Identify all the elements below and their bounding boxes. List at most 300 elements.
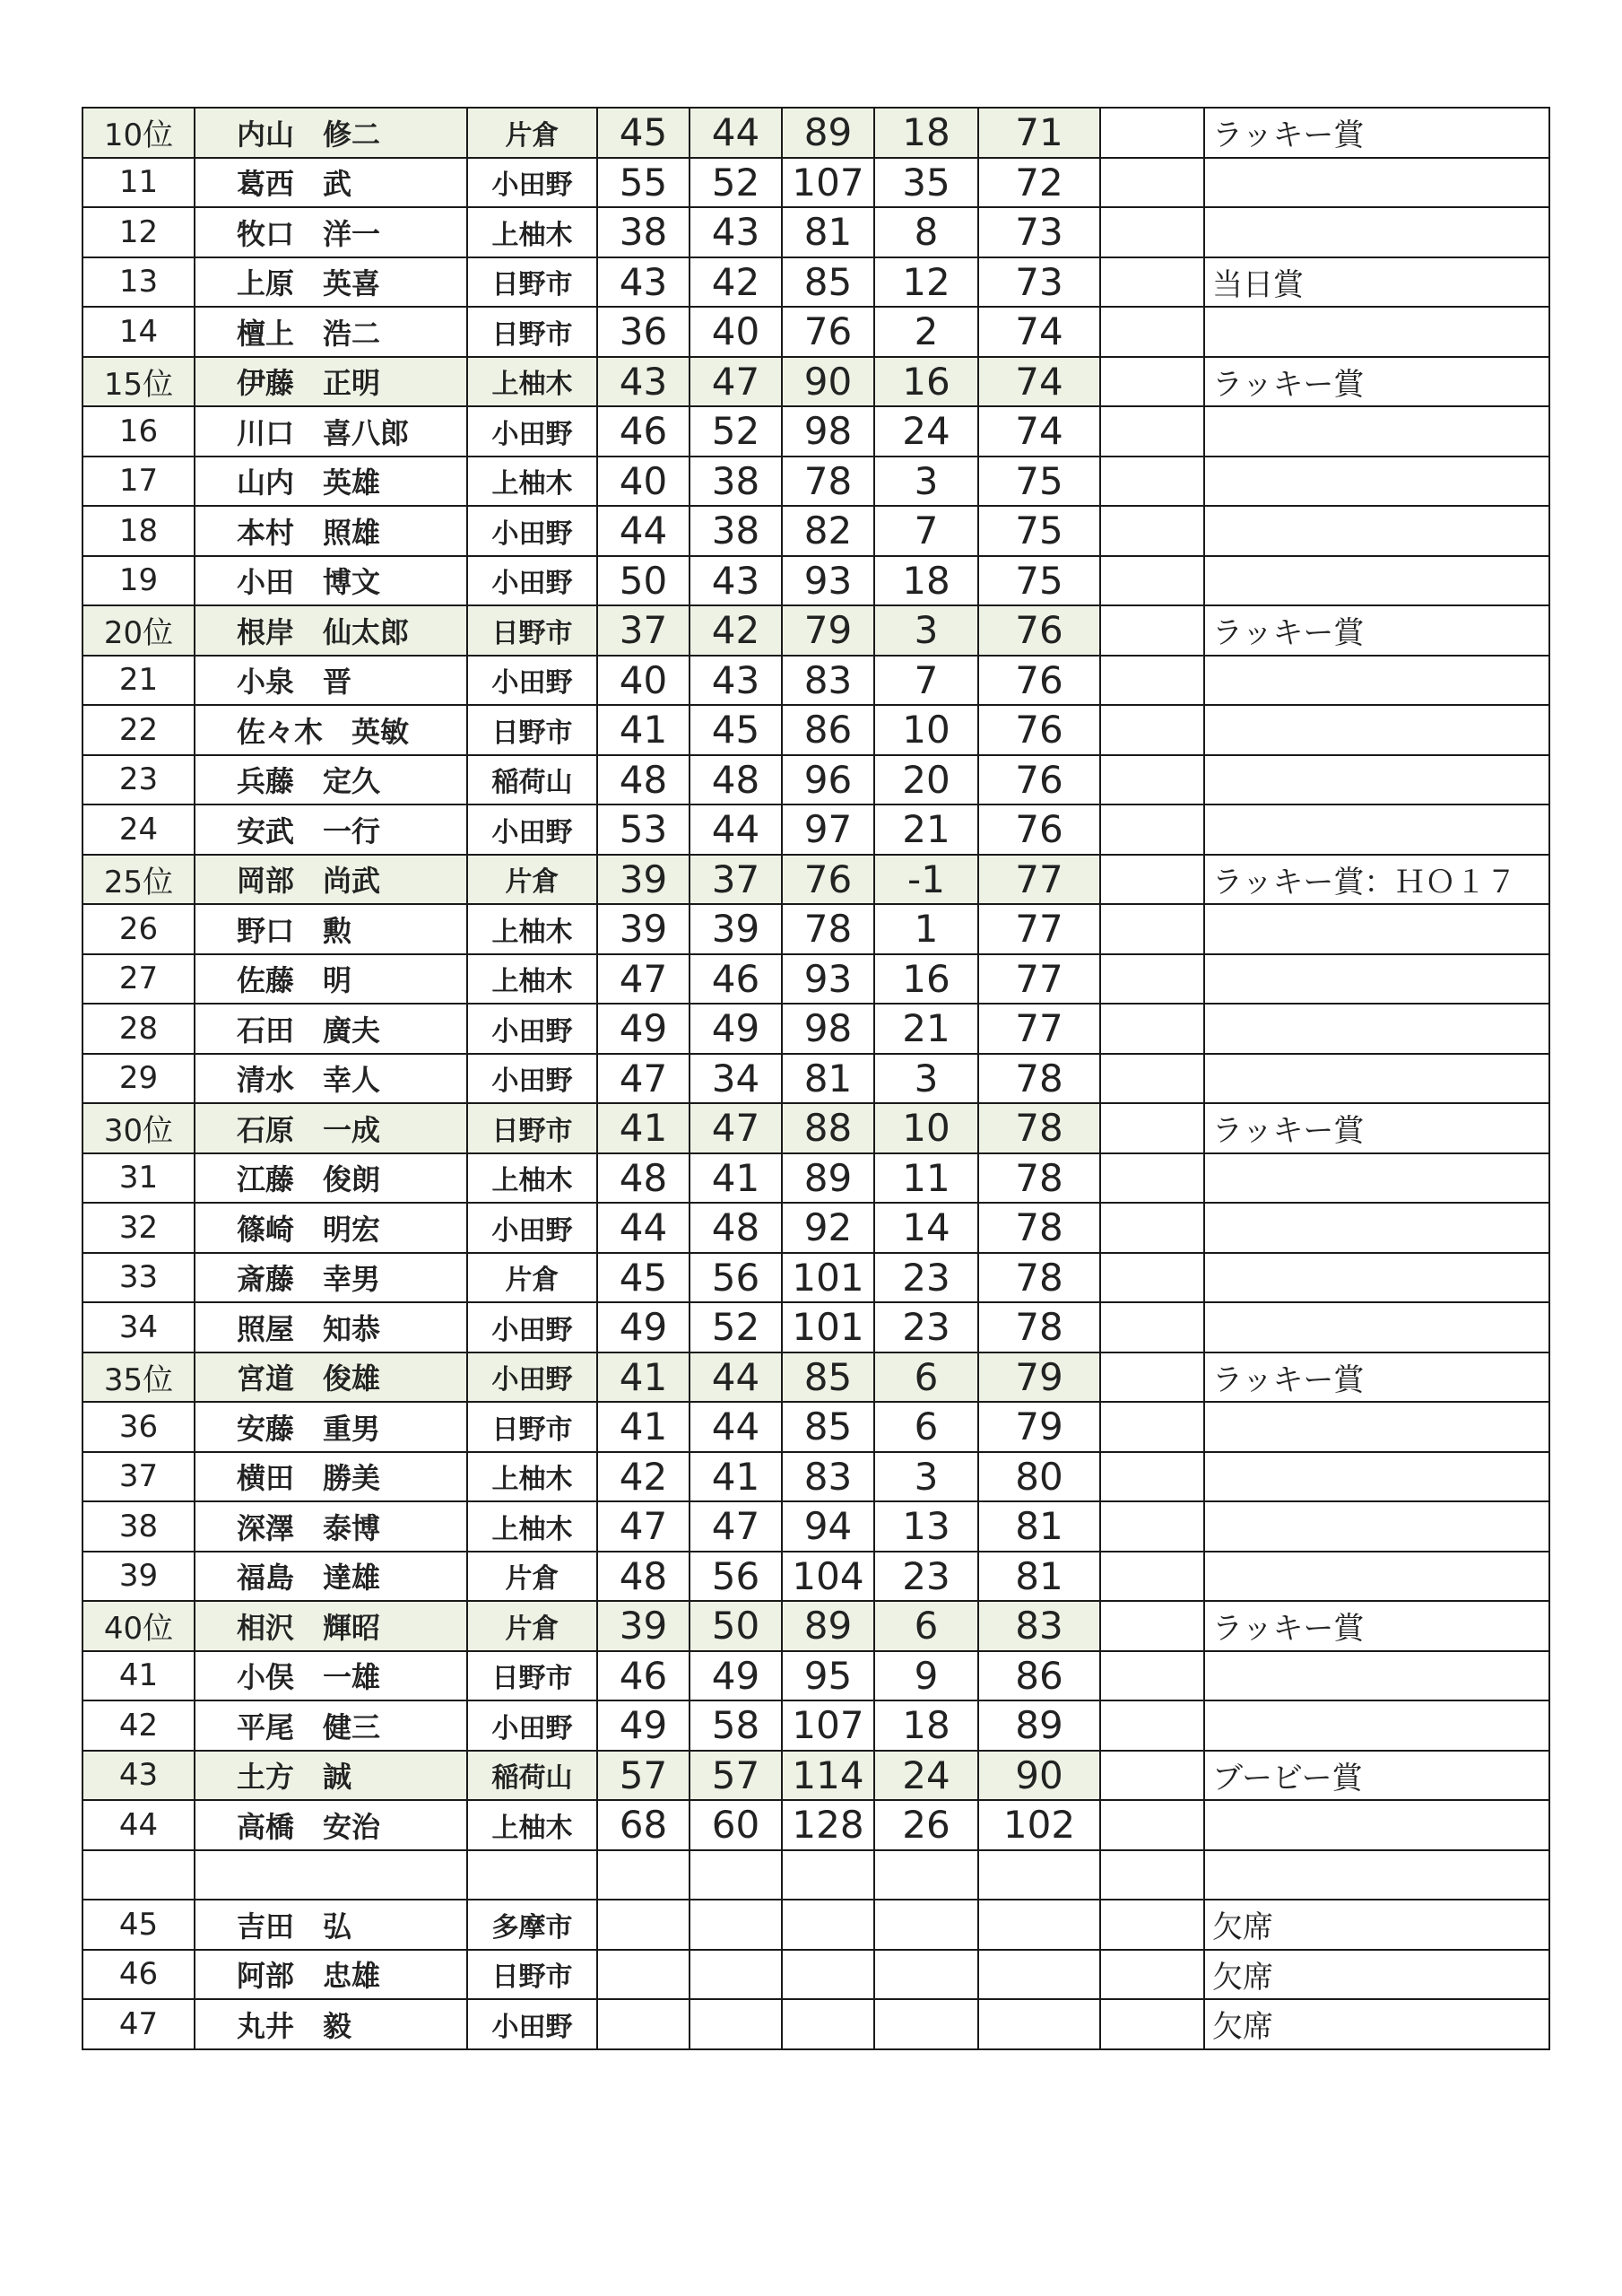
empty-cell bbox=[1100, 357, 1204, 407]
empty-cell bbox=[1100, 1153, 1204, 1204]
out-score-cell: 47 bbox=[597, 1501, 690, 1552]
net-score-cell: 79 bbox=[978, 1352, 1100, 1403]
out-score-cell: 48 bbox=[597, 1552, 690, 1602]
club-cell: 小田野 bbox=[467, 1302, 597, 1352]
table-row bbox=[82, 357, 1549, 407]
player-name-cell bbox=[195, 1850, 467, 1900]
note-cell bbox=[1204, 1402, 1549, 1452]
empty-cell bbox=[1100, 1950, 1204, 2000]
note-cell bbox=[1204, 506, 1549, 556]
out-score-cell: 38 bbox=[597, 207, 690, 257]
handicap-cell bbox=[874, 1900, 978, 1950]
player-name-cell: 牧口 洋一 bbox=[195, 207, 467, 257]
net-score-cell: 73 bbox=[978, 207, 1100, 257]
player-name-cell: 安藤 重男 bbox=[195, 1402, 467, 1452]
in-score-cell: 49 bbox=[690, 1004, 782, 1054]
club-cell bbox=[467, 1850, 597, 1900]
rank-cell: 41 bbox=[82, 1651, 195, 1701]
empty-cell bbox=[1100, 457, 1204, 507]
handicap-cell: 13 bbox=[874, 1501, 978, 1552]
note-cell: ラッキー賞 bbox=[1204, 1601, 1549, 1651]
player-name-cell: 小田 博文 bbox=[195, 556, 467, 606]
rank-cell: 26 bbox=[82, 904, 195, 954]
note-cell: ラッキー賞 bbox=[1204, 605, 1549, 656]
gross-score-cell: 97 bbox=[782, 804, 874, 855]
gross-score-cell: 107 bbox=[782, 1700, 874, 1751]
out-score-cell: 57 bbox=[597, 1751, 690, 1801]
gross-score-cell: 89 bbox=[782, 1153, 874, 1204]
net-score-cell bbox=[978, 1999, 1100, 2049]
in-score-cell: 47 bbox=[690, 1501, 782, 1552]
rank-cell: 19 bbox=[82, 556, 195, 606]
net-score-cell bbox=[978, 1950, 1100, 2000]
net-score-cell: 78 bbox=[978, 1103, 1100, 1153]
club-cell: 片倉 bbox=[467, 1552, 597, 1602]
in-score-cell: 56 bbox=[690, 1552, 782, 1602]
in-score-cell: 52 bbox=[690, 158, 782, 208]
gross-score-cell bbox=[782, 1900, 874, 1950]
in-score-cell bbox=[690, 1950, 782, 2000]
table-row bbox=[82, 257, 1549, 308]
club-cell: 小田野 bbox=[467, 1004, 597, 1054]
in-score-cell: 43 bbox=[690, 656, 782, 706]
club-cell: 片倉 bbox=[467, 855, 597, 905]
net-score-cell: 72 bbox=[978, 158, 1100, 208]
player-name-cell: 丸井 毅 bbox=[195, 1999, 467, 2049]
in-score-cell: 52 bbox=[690, 1302, 782, 1352]
net-score-cell: 90 bbox=[978, 1751, 1100, 1801]
club-cell: 日野市 bbox=[467, 1651, 597, 1701]
player-name-cell: 安武 一行 bbox=[195, 804, 467, 855]
empty-cell bbox=[1100, 804, 1204, 855]
empty-cell bbox=[1100, 904, 1204, 954]
handicap-cell: 1 bbox=[874, 904, 978, 954]
club-cell: 上柚木 bbox=[467, 954, 597, 1004]
empty-cell bbox=[1100, 207, 1204, 257]
table-row bbox=[82, 1850, 1549, 1900]
note-cell bbox=[1204, 1552, 1549, 1602]
rank-cell: 25位 bbox=[82, 855, 195, 905]
out-score-cell: 42 bbox=[597, 1452, 690, 1502]
handicap-cell: 10 bbox=[874, 705, 978, 755]
club-cell: 多摩市 bbox=[467, 1900, 597, 1950]
in-score-cell: 46 bbox=[690, 954, 782, 1004]
player-name-cell: 清水 幸人 bbox=[195, 1054, 467, 1104]
net-score-cell: 77 bbox=[978, 954, 1100, 1004]
player-name-cell: 小泉 晋 bbox=[195, 656, 467, 706]
handicap-cell: 24 bbox=[874, 406, 978, 457]
empty-cell bbox=[1100, 1452, 1204, 1502]
note-cell bbox=[1204, 406, 1549, 457]
gross-score-cell: 89 bbox=[782, 108, 874, 158]
table-row bbox=[82, 1751, 1549, 1801]
gross-score-cell: 101 bbox=[782, 1302, 874, 1352]
table-row bbox=[82, 954, 1549, 1004]
in-score-cell: 47 bbox=[690, 1103, 782, 1153]
out-score-cell: 55 bbox=[597, 158, 690, 208]
table-row bbox=[82, 506, 1549, 556]
player-name-cell: 葛西 武 bbox=[195, 158, 467, 208]
club-cell: 小田野 bbox=[467, 1700, 597, 1751]
rank-cell bbox=[82, 1850, 195, 1900]
handicap-cell: 7 bbox=[874, 656, 978, 706]
handicap-cell: 11 bbox=[874, 1153, 978, 1204]
in-score-cell bbox=[690, 1900, 782, 1950]
net-score-cell: 77 bbox=[978, 855, 1100, 905]
gross-score-cell: 90 bbox=[782, 357, 874, 407]
net-score-cell: 81 bbox=[978, 1552, 1100, 1602]
empty-cell bbox=[1100, 1999, 1204, 2049]
gross-score-cell bbox=[782, 1999, 874, 2049]
net-score-cell: 76 bbox=[978, 804, 1100, 855]
net-score-cell: 81 bbox=[978, 1501, 1100, 1552]
net-score-cell: 79 bbox=[978, 1402, 1100, 1452]
club-cell: 上柚木 bbox=[467, 457, 597, 507]
handicap-cell: 14 bbox=[874, 1203, 978, 1253]
rank-cell: 37 bbox=[82, 1452, 195, 1502]
gross-score-cell: 76 bbox=[782, 855, 874, 905]
player-name-cell: 宮道 俊雄 bbox=[195, 1352, 467, 1403]
in-score-cell: 45 bbox=[690, 705, 782, 755]
rank-cell: 16 bbox=[82, 406, 195, 457]
note-cell bbox=[1204, 656, 1549, 706]
rank-cell: 22 bbox=[82, 705, 195, 755]
player-name-cell: 檀上 浩二 bbox=[195, 307, 467, 357]
out-score-cell: 46 bbox=[597, 1651, 690, 1701]
note-cell bbox=[1204, 1452, 1549, 1502]
in-score-cell: 40 bbox=[690, 307, 782, 357]
player-name-cell: 阿部 忠雄 bbox=[195, 1950, 467, 2000]
gross-score-cell: 78 bbox=[782, 457, 874, 507]
in-score-cell: 38 bbox=[690, 457, 782, 507]
rank-cell: 29 bbox=[82, 1054, 195, 1104]
empty-cell bbox=[1100, 257, 1204, 308]
in-score-cell: 47 bbox=[690, 357, 782, 407]
out-score-cell: 40 bbox=[597, 457, 690, 507]
empty-cell bbox=[1100, 1203, 1204, 1253]
empty-cell bbox=[1100, 1402, 1204, 1452]
rank-cell: 40位 bbox=[82, 1601, 195, 1651]
handicap-cell: 7 bbox=[874, 506, 978, 556]
gross-score-cell: 114 bbox=[782, 1751, 874, 1801]
club-cell: 小田野 bbox=[467, 804, 597, 855]
rank-cell: 46 bbox=[82, 1950, 195, 2000]
rank-cell: 42 bbox=[82, 1700, 195, 1751]
gross-score-cell: 81 bbox=[782, 207, 874, 257]
gross-score-cell: 104 bbox=[782, 1552, 874, 1602]
out-score-cell: 47 bbox=[597, 1054, 690, 1104]
gross-score-cell: 85 bbox=[782, 257, 874, 308]
in-score-cell: 37 bbox=[690, 855, 782, 905]
empty-cell bbox=[1100, 954, 1204, 1004]
club-cell: 上柚木 bbox=[467, 1800, 597, 1850]
club-cell: 片倉 bbox=[467, 1601, 597, 1651]
in-score-cell: 48 bbox=[690, 755, 782, 805]
table-row bbox=[82, 804, 1549, 855]
rank-cell: 30位 bbox=[82, 1103, 195, 1153]
gross-score-cell: 83 bbox=[782, 1452, 874, 1502]
empty-cell bbox=[1100, 1850, 1204, 1900]
player-name-cell: 伊藤 正明 bbox=[195, 357, 467, 407]
gross-score-cell: 88 bbox=[782, 1103, 874, 1153]
table-row bbox=[82, 1402, 1549, 1452]
results-table-body bbox=[82, 108, 1549, 2049]
net-score-cell: 74 bbox=[978, 307, 1100, 357]
note-cell bbox=[1204, 1253, 1549, 1303]
player-name-cell: 横田 勝美 bbox=[195, 1452, 467, 1502]
club-cell: 上柚木 bbox=[467, 904, 597, 954]
table-row bbox=[82, 1203, 1549, 1253]
club-cell: 小田野 bbox=[467, 656, 597, 706]
in-score-cell: 39 bbox=[690, 904, 782, 954]
empty-cell bbox=[1100, 605, 1204, 656]
note-cell bbox=[1204, 457, 1549, 507]
out-score-cell bbox=[597, 1999, 690, 2049]
out-score-cell: 45 bbox=[597, 108, 690, 158]
out-score-cell: 41 bbox=[597, 705, 690, 755]
empty-cell bbox=[1100, 1601, 1204, 1651]
net-score-cell: 89 bbox=[978, 1700, 1100, 1751]
gross-score-cell: 107 bbox=[782, 158, 874, 208]
in-score-cell: 43 bbox=[690, 556, 782, 606]
empty-cell bbox=[1100, 755, 1204, 805]
empty-cell bbox=[1100, 855, 1204, 905]
club-cell: 日野市 bbox=[467, 307, 597, 357]
net-score-cell bbox=[978, 1900, 1100, 1950]
out-score-cell: 41 bbox=[597, 1402, 690, 1452]
net-score-cell: 86 bbox=[978, 1651, 1100, 1701]
note-cell bbox=[1204, 1850, 1549, 1900]
out-score-cell: 48 bbox=[597, 755, 690, 805]
rank-cell: 35位 bbox=[82, 1352, 195, 1403]
player-name-cell: 野口 勲 bbox=[195, 904, 467, 954]
table-row bbox=[82, 1253, 1549, 1303]
note-cell bbox=[1204, 1651, 1549, 1701]
club-cell: 日野市 bbox=[467, 1103, 597, 1153]
club-cell: 日野市 bbox=[467, 705, 597, 755]
rank-cell: 47 bbox=[82, 1999, 195, 2049]
note-cell: 欠席 bbox=[1204, 1950, 1549, 2000]
note-cell bbox=[1204, 1153, 1549, 1204]
player-name-cell: 本村 照雄 bbox=[195, 506, 467, 556]
empty-cell bbox=[1100, 406, 1204, 457]
table-row bbox=[82, 556, 1549, 606]
rank-cell: 43 bbox=[82, 1751, 195, 1801]
out-score-cell: 39 bbox=[597, 855, 690, 905]
note-cell bbox=[1204, 954, 1549, 1004]
player-name-cell: 石田 廣夫 bbox=[195, 1004, 467, 1054]
gross-score-cell: 93 bbox=[782, 556, 874, 606]
handicap-cell: 12 bbox=[874, 257, 978, 308]
out-score-cell: 39 bbox=[597, 904, 690, 954]
handicap-cell: 6 bbox=[874, 1601, 978, 1651]
club-cell: 上柚木 bbox=[467, 357, 597, 407]
player-name-cell: 兵藤 定久 bbox=[195, 755, 467, 805]
gross-score-cell: 85 bbox=[782, 1352, 874, 1403]
note-cell: ラッキー賞 bbox=[1204, 1103, 1549, 1153]
in-score-cell bbox=[690, 1850, 782, 1900]
in-score-cell: 41 bbox=[690, 1452, 782, 1502]
player-name-cell: 佐藤 明 bbox=[195, 954, 467, 1004]
gross-score-cell: 85 bbox=[782, 1402, 874, 1452]
rank-cell: 28 bbox=[82, 1004, 195, 1054]
empty-cell bbox=[1100, 1651, 1204, 1701]
player-name-cell: 江藤 俊朗 bbox=[195, 1153, 467, 1204]
rank-cell: 39 bbox=[82, 1552, 195, 1602]
out-score-cell: 50 bbox=[597, 556, 690, 606]
rank-cell: 44 bbox=[82, 1800, 195, 1850]
empty-cell bbox=[1100, 108, 1204, 158]
net-score-cell: 78 bbox=[978, 1054, 1100, 1104]
note-cell bbox=[1204, 904, 1549, 954]
note-cell bbox=[1204, 556, 1549, 606]
note-cell bbox=[1204, 1203, 1549, 1253]
gross-score-cell: 79 bbox=[782, 605, 874, 656]
club-cell: 片倉 bbox=[467, 108, 597, 158]
club-cell: 小田野 bbox=[467, 506, 597, 556]
player-name-cell: 相沢 輝昭 bbox=[195, 1601, 467, 1651]
player-name-cell: 吉田 弘 bbox=[195, 1900, 467, 1950]
gross-score-cell: 86 bbox=[782, 705, 874, 755]
empty-cell bbox=[1100, 656, 1204, 706]
in-score-cell: 52 bbox=[690, 406, 782, 457]
out-score-cell: 40 bbox=[597, 656, 690, 706]
handicap-cell: 21 bbox=[874, 804, 978, 855]
table-row bbox=[82, 755, 1549, 805]
net-score-cell: 80 bbox=[978, 1452, 1100, 1502]
handicap-cell bbox=[874, 1999, 978, 2049]
gross-score-cell: 98 bbox=[782, 406, 874, 457]
handicap-cell: -1 bbox=[874, 855, 978, 905]
club-cell: 上柚木 bbox=[467, 1153, 597, 1204]
table-row bbox=[82, 1601, 1549, 1651]
table-row bbox=[82, 1950, 1549, 2000]
table-row bbox=[82, 1651, 1549, 1701]
out-score-cell: 47 bbox=[597, 954, 690, 1004]
table-row bbox=[82, 656, 1549, 706]
gross-score-cell: 78 bbox=[782, 904, 874, 954]
in-score-cell: 38 bbox=[690, 506, 782, 556]
handicap-cell: 23 bbox=[874, 1552, 978, 1602]
gross-score-cell: 94 bbox=[782, 1501, 874, 1552]
note-cell bbox=[1204, 755, 1549, 805]
empty-cell bbox=[1100, 556, 1204, 606]
table-row bbox=[82, 705, 1549, 755]
in-score-cell: 56 bbox=[690, 1253, 782, 1303]
rank-cell: 15位 bbox=[82, 357, 195, 407]
net-score-cell: 77 bbox=[978, 1004, 1100, 1054]
out-score-cell bbox=[597, 1950, 690, 2000]
club-cell: 小田野 bbox=[467, 1203, 597, 1253]
empty-cell bbox=[1100, 1800, 1204, 1850]
net-score-cell: 73 bbox=[978, 257, 1100, 308]
out-score-cell: 45 bbox=[597, 1253, 690, 1303]
empty-cell bbox=[1100, 1552, 1204, 1602]
handicap-cell: 3 bbox=[874, 605, 978, 656]
handicap-cell bbox=[874, 1950, 978, 2000]
out-score-cell: 43 bbox=[597, 357, 690, 407]
out-score-cell: 49 bbox=[597, 1004, 690, 1054]
gross-score-cell: 101 bbox=[782, 1253, 874, 1303]
out-score-cell: 49 bbox=[597, 1700, 690, 1751]
club-cell: 小田野 bbox=[467, 556, 597, 606]
handicap-cell: 24 bbox=[874, 1751, 978, 1801]
rank-cell: 27 bbox=[82, 954, 195, 1004]
in-score-cell bbox=[690, 1999, 782, 2049]
note-cell bbox=[1204, 1700, 1549, 1751]
rank-cell: 18 bbox=[82, 506, 195, 556]
note-cell: 欠席 bbox=[1204, 1900, 1549, 1950]
table-row bbox=[82, 1302, 1549, 1352]
rank-cell: 13 bbox=[82, 257, 195, 308]
net-score-cell: 78 bbox=[978, 1302, 1100, 1352]
handicap-cell: 20 bbox=[874, 755, 978, 805]
handicap-cell: 6 bbox=[874, 1352, 978, 1403]
club-cell: 稲荷山 bbox=[467, 755, 597, 805]
note-cell: 当日賞 bbox=[1204, 257, 1549, 308]
empty-cell bbox=[1100, 158, 1204, 208]
note-cell bbox=[1204, 207, 1549, 257]
empty-cell bbox=[1100, 1900, 1204, 1950]
club-cell: 日野市 bbox=[467, 1950, 597, 2000]
empty-cell bbox=[1100, 1103, 1204, 1153]
gross-score-cell bbox=[782, 1850, 874, 1900]
in-score-cell: 60 bbox=[690, 1800, 782, 1850]
table-row bbox=[82, 1103, 1549, 1153]
gross-score-cell: 76 bbox=[782, 307, 874, 357]
net-score-cell: 77 bbox=[978, 904, 1100, 954]
out-score-cell: 41 bbox=[597, 1103, 690, 1153]
table-row bbox=[82, 1153, 1549, 1204]
note-cell: ラッキー賞 bbox=[1204, 1352, 1549, 1403]
club-cell: 片倉 bbox=[467, 1253, 597, 1303]
handicap-cell: 3 bbox=[874, 1054, 978, 1104]
handicap-cell: 18 bbox=[874, 556, 978, 606]
empty-cell bbox=[1100, 1004, 1204, 1054]
rank-cell: 20位 bbox=[82, 605, 195, 656]
in-score-cell: 58 bbox=[690, 1700, 782, 1751]
results-table bbox=[82, 107, 1550, 2050]
net-score-cell: 75 bbox=[978, 457, 1100, 507]
net-score-cell: 75 bbox=[978, 556, 1100, 606]
gross-score-cell: 89 bbox=[782, 1601, 874, 1651]
player-name-cell: 深澤 泰博 bbox=[195, 1501, 467, 1552]
handicap-cell: 35 bbox=[874, 158, 978, 208]
note-cell: ラッキー賞 bbox=[1204, 357, 1549, 407]
table-row bbox=[82, 457, 1549, 507]
player-name-cell: 高橋 安治 bbox=[195, 1800, 467, 1850]
in-score-cell: 43 bbox=[690, 207, 782, 257]
rank-cell: 17 bbox=[82, 457, 195, 507]
out-score-cell: 44 bbox=[597, 506, 690, 556]
empty-cell bbox=[1100, 1501, 1204, 1552]
gross-score-cell: 81 bbox=[782, 1054, 874, 1104]
empty-cell bbox=[1100, 307, 1204, 357]
net-score-cell: 76 bbox=[978, 656, 1100, 706]
rank-cell: 11 bbox=[82, 158, 195, 208]
gross-score-cell: 128 bbox=[782, 1800, 874, 1850]
gross-score-cell: 82 bbox=[782, 506, 874, 556]
handicap-cell: 6 bbox=[874, 1402, 978, 1452]
player-name-cell: 山内 英雄 bbox=[195, 457, 467, 507]
handicap-cell: 26 bbox=[874, 1800, 978, 1850]
table-row bbox=[82, 1552, 1549, 1602]
table-row bbox=[82, 855, 1549, 905]
player-name-cell: 小俣 一雄 bbox=[195, 1651, 467, 1701]
out-score-cell: 49 bbox=[597, 1302, 690, 1352]
in-score-cell: 44 bbox=[690, 1402, 782, 1452]
net-score-cell bbox=[978, 1850, 1100, 1900]
